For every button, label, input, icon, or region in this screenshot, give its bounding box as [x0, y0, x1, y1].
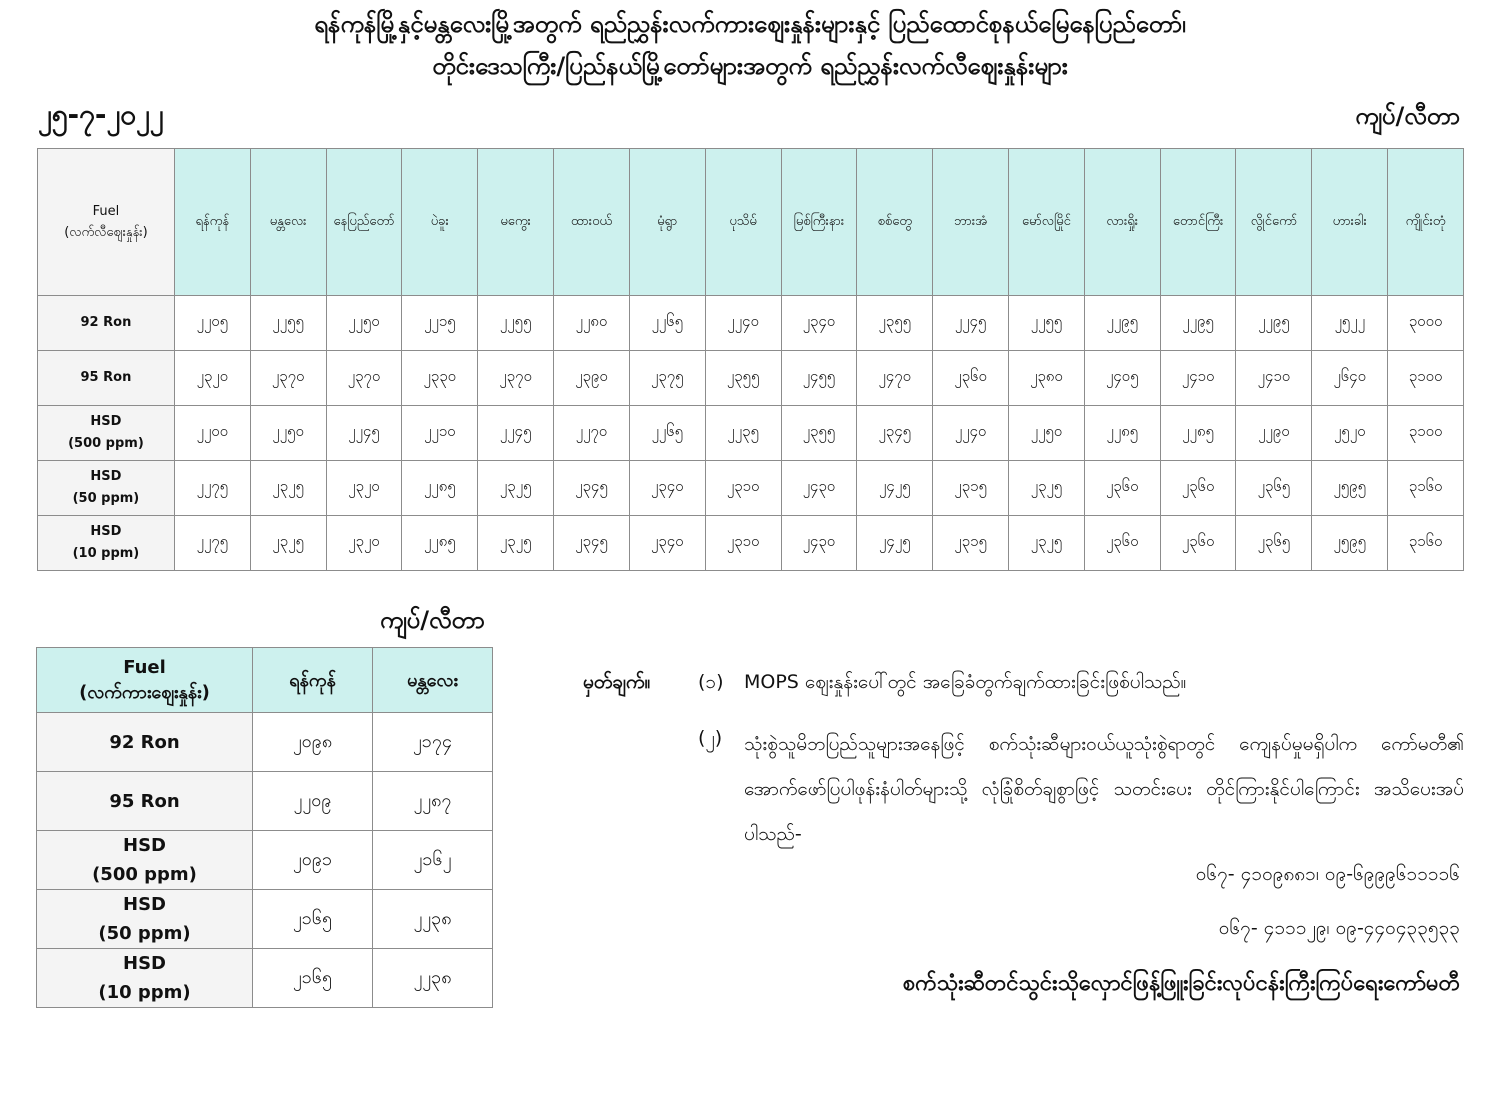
- price-cell: ၂၃၅၅: [857, 296, 933, 351]
- committee-signature: စက်သုံးဆီတင်သွင်းသိုလှောင်ဖြန့်ဖြူးခြင်းလုပ်ငန်းကြီးကြပ်ရေးကော်မတီ: [902, 971, 1460, 996]
- city-header: ထားဝယ်: [554, 149, 630, 296]
- price-cell: ၃၀၀၀: [1388, 296, 1464, 351]
- city-header: မကွေး: [478, 149, 554, 296]
- price-cell: ၂၃၁၀: [705, 461, 781, 516]
- table-header-row: [38, 149, 1464, 296]
- table-row: [37, 713, 493, 772]
- fuel-header-line: (လက်လီဈေးနှုန်း): [64, 225, 148, 240]
- city-header: ရန်ကုန်: [174, 149, 250, 296]
- table-header-row: [37, 648, 493, 713]
- price-cell: ၂၃၂၀: [326, 461, 402, 516]
- fuel-type-line: (500 ppm): [68, 436, 144, 451]
- price-cell: ၂၂၈၇: [373, 772, 493, 831]
- price-cell: ၂၃၆၀: [1084, 516, 1160, 571]
- fuel-type-line: 92 Ron: [80, 315, 132, 330]
- table-row: [37, 831, 493, 890]
- table-row: [38, 516, 1464, 571]
- fuel-type-cell: [37, 831, 253, 890]
- price-cell: ၂၂၉၅: [1160, 296, 1236, 351]
- table-row: [37, 949, 493, 1008]
- price-cell: ၂၂၄၅: [933, 296, 1009, 351]
- fuel-type-line: (10 ppm): [72, 546, 140, 561]
- price-cell: ၂၂၀၉: [253, 772, 373, 831]
- fuel-type-line: HSD: [123, 835, 166, 856]
- fuel-type-line: HSD: [90, 469, 122, 484]
- price-cell: ၂၂၄၀: [933, 406, 1009, 461]
- city-header: ရန်ကုန်: [253, 648, 373, 713]
- price-cell: ၂၂၄၀: [705, 296, 781, 351]
- fuel-header-line: Fuel: [123, 657, 166, 678]
- price-cell: ၂၂၁၀: [402, 406, 478, 461]
- price-cell: ၃၁၆၀: [1388, 461, 1464, 516]
- price-cell: ၂၂၃၈: [373, 890, 493, 949]
- price-cell: ၂၃၆၅: [1236, 516, 1312, 571]
- fuel-type-cell: [38, 406, 175, 461]
- wholesale-price-table: [36, 647, 493, 1008]
- fuel-type-cell: [37, 772, 253, 831]
- price-cell: ၂၃၇၀: [478, 351, 554, 406]
- fuel-type-line: (500 ppm): [92, 864, 197, 885]
- price-cell: ၂၂၄၅: [478, 406, 554, 461]
- price-cell: ၂၂၇၅: [174, 516, 250, 571]
- price-cell: ၂၃၆၀: [1084, 461, 1160, 516]
- price-cell: ၂၂၈၅: [402, 516, 478, 571]
- page-title-line-1: ရန်ကုန်မြို့နှင့်မန္တလေးမြို့အတွက် ရည်ညွှန်းလက်ကားဈေးနှုန်းများနှင့် ပြည်ထောင်စုနယ်မြေနေပြည်တော်၊: [314, 10, 1186, 38]
- table-row: [37, 890, 493, 949]
- fuel-type-line: HSD: [90, 414, 122, 429]
- price-cell: ၂၄၃၀: [781, 516, 857, 571]
- city-header: ဘားအံ: [933, 149, 1009, 296]
- wholesale-unit-label: ကျပ်/လီတာ: [380, 606, 485, 634]
- price-cell: ၂၂၄၅: [326, 406, 402, 461]
- price-cell: ၃၁၀၀: [1388, 406, 1464, 461]
- fuel-type-line: HSD: [123, 953, 166, 974]
- fuel-type-cell: [38, 296, 175, 351]
- fuel-header-line: Fuel: [92, 204, 120, 219]
- price-cell: ၂၃၁၅: [933, 461, 1009, 516]
- price-cell: ၂၁၇၄: [373, 713, 493, 772]
- price-cell: ၂၄၂၅: [857, 516, 933, 571]
- price-cell: ၂၂၃၈: [373, 949, 493, 1008]
- city-header: ပဲခူး: [402, 149, 478, 296]
- price-cell: ၂၃၇၀: [326, 351, 402, 406]
- city-header: ကျိုင်းတုံ: [1388, 149, 1464, 296]
- price-cell: ၂၃၄၀: [781, 296, 857, 351]
- price-cell: ၂၄၀၅: [1084, 351, 1160, 406]
- table-row: [38, 461, 1464, 516]
- note-2-number: (၂): [698, 727, 723, 749]
- price-cell: ၂၃၂၅: [250, 516, 326, 571]
- price-cell: ၂၂၈၅: [1084, 406, 1160, 461]
- price-cell: ၂၃၂၀: [174, 351, 250, 406]
- price-cell: ၂၂၅၀: [250, 406, 326, 461]
- price-cell: ၂၂၅၅: [478, 296, 554, 351]
- page-title-line-2: တိုင်းဒေသကြီး/ပြည်နယ်မြို့တော်များအတွက် ရည်ညွှန်းလက်လီဈေးနှုန်းများ: [432, 52, 1068, 80]
- price-cell: ၂၃၄၅: [554, 516, 630, 571]
- price-cell: ၂၂၀၅: [174, 296, 250, 351]
- price-cell: ၂၁၆၂: [373, 831, 493, 890]
- price-cell: ၂၂၇၀: [554, 406, 630, 461]
- price-cell: ၂၃၈၀: [1008, 351, 1084, 406]
- complaint-phone-numbers: ၀၆၇- ၄၁၁၁၂၉၊ ၀၉-၄၄၀၄၃၃၅၃၃: [1218, 917, 1460, 939]
- price-cell: ၂၂၆၅: [629, 296, 705, 351]
- price-cell: ၂၃၄၀: [629, 461, 705, 516]
- city-header: စစ်တွေ: [857, 149, 933, 296]
- price-cell: ၂၂၅၅: [250, 296, 326, 351]
- price-cell: ၂၁၆၅: [253, 890, 373, 949]
- price-cell: ၂၀၉၁: [253, 831, 373, 890]
- price-cell: ၂၂၅၀: [1008, 406, 1084, 461]
- city-header: လွိုင်ကော်: [1236, 149, 1312, 296]
- price-cell: ၂၂၆၅: [629, 406, 705, 461]
- fuel-header-line: (လက်ကားဈေးနှုန်း): [79, 682, 210, 703]
- price-cell: ၂၃၁၀: [705, 516, 781, 571]
- price-cell: ၂၄၇၀: [857, 351, 933, 406]
- price-cell: ၂၃၂၅: [478, 461, 554, 516]
- price-cell: ၂၃၆၀: [1160, 461, 1236, 516]
- price-cell: ၂၂၁၅: [402, 296, 478, 351]
- fuel-type-line: (10 ppm): [98, 982, 191, 1003]
- price-cell: ၂၄၁၀: [1160, 351, 1236, 406]
- fuel-column-header: [37, 648, 253, 713]
- price-cell: ၂၂၈၅: [402, 461, 478, 516]
- fuel-type-line: (50 ppm): [98, 923, 191, 944]
- price-cell: ၂၅၂၂: [1312, 296, 1388, 351]
- price-cell: ၂၄၁၀: [1236, 351, 1312, 406]
- city-header: မုံရွာ: [629, 149, 705, 296]
- price-cell: ၂၃၂၅: [250, 461, 326, 516]
- price-cell: ၂၃၇၀: [250, 351, 326, 406]
- note-2-text: သုံးစွဲသူမိဘပြည်သူများအနေဖြင့် စက်သုံးဆီများဝယ်ယူသုံးစွဲရာတွင် ကျေနပ်မှုမရှိပါက ကော်မတီ၏ အောက်ဖော်ပြပါဖုန်းနံပါတ်များသို့ လုံခြုံစိတ်ချစွာဖြင့် သတင်းပေး တိုင်ကြားနိုင်ပါကြောင်း အသိပေးအပ်ပါသည်-: [744, 733, 1464, 845]
- table-row: [37, 772, 493, 831]
- city-header: မော်လမြိုင်: [1008, 149, 1084, 296]
- table-row: [38, 296, 1464, 351]
- price-cell: ၂၀၉၈: [253, 713, 373, 772]
- notes-label: မှတ်ချက်။: [583, 671, 651, 693]
- table-row: [38, 351, 1464, 406]
- fuel-type-line: HSD: [123, 894, 166, 915]
- fuel-type-line: (50 ppm): [72, 491, 140, 506]
- price-cell: ၂၄၂၅: [857, 461, 933, 516]
- fuel-type-cell: [37, 949, 253, 1008]
- city-header: ပုသိမ်: [705, 149, 781, 296]
- price-cell: ၂၃၆၀: [1160, 516, 1236, 571]
- fuel-type-line: 95 Ron: [80, 370, 132, 385]
- price-cell: ၂၅၉၅: [1312, 516, 1388, 571]
- price-cell: ၂၂၃၅: [705, 406, 781, 461]
- price-cell: ၃၁၆၀: [1388, 516, 1464, 571]
- price-cell: ၂၃၉၀: [554, 351, 630, 406]
- city-header: မန္တလေး: [250, 149, 326, 296]
- city-header: တောင်ကြီး: [1160, 149, 1236, 296]
- fuel-type-line: HSD: [90, 524, 122, 539]
- price-cell: ၂၃၄၅: [554, 461, 630, 516]
- price-unit-label: ကျပ်/လီတာ: [1355, 102, 1460, 130]
- price-cell: ၂၄၅၅: [781, 351, 857, 406]
- price-cell: ၂၃၄၅: [857, 406, 933, 461]
- city-header: မန္တလေး: [373, 648, 493, 713]
- price-cell: ၂၂၉၅: [1236, 296, 1312, 351]
- price-cell: ၂၃၅၅: [705, 351, 781, 406]
- price-cell: ၂၃၁၅: [933, 516, 1009, 571]
- price-cell: ၂၂၈၅: [1160, 406, 1236, 461]
- fuel-type-line: 95 Ron: [109, 790, 180, 812]
- price-cell: ၂၃၅၅: [781, 406, 857, 461]
- document-date: ၂၅-၇-၂၀၂၂: [38, 98, 164, 131]
- price-cell: ၂၃၆၅: [1236, 461, 1312, 516]
- price-cell: ၂၃၂၅: [1008, 461, 1084, 516]
- city-header: ဟားခါး: [1312, 149, 1388, 296]
- price-cell: ၂၃၄၀: [629, 516, 705, 571]
- complaint-phone-numbers: ၀၆၇- ၄၁၀၉၈၈၁၊ ၀၉-၆၉၉၉၆၁၁၁၁၆: [1195, 863, 1460, 885]
- price-cell: ၂၂၈၀: [554, 296, 630, 351]
- price-cell: ၂၃၂၅: [1008, 516, 1084, 571]
- price-cell: ၂၃၂၅: [478, 516, 554, 571]
- price-cell: ၂၃၇၅: [629, 351, 705, 406]
- fuel-type-line: 92 Ron: [109, 731, 180, 753]
- table-row: [38, 406, 1464, 461]
- price-cell: ၂၂၅၅: [1008, 296, 1084, 351]
- city-header: မြစ်ကြီးနား: [781, 149, 857, 296]
- price-cell: ၂၂၅၀: [326, 296, 402, 351]
- fuel-type-cell: [38, 351, 175, 406]
- price-cell: ၂၂၇၅: [174, 461, 250, 516]
- price-cell: ၂၂၉၅: [1084, 296, 1160, 351]
- fuel-column-header: [38, 149, 175, 296]
- retail-price-table: [37, 148, 1464, 571]
- fuel-type-cell: [37, 713, 253, 772]
- price-cell: ၂၃၂၀: [326, 516, 402, 571]
- price-cell: ၂၂၀၀: [174, 406, 250, 461]
- price-cell: ၂၁၆၅: [253, 949, 373, 1008]
- price-cell: ၂၃၆၀: [933, 351, 1009, 406]
- price-cell: ၂၅၉၅: [1312, 461, 1388, 516]
- note-1-text: MOPS ဈေးနှုန်းပေါ်တွင် အခြေခံတွက်ချက်ထားခြင်းဖြစ်ပါသည်။: [744, 671, 1187, 693]
- price-cell: ၂၂၉၀: [1236, 406, 1312, 461]
- price-cell: ၂၆၄၀: [1312, 351, 1388, 406]
- fuel-type-cell: [38, 516, 175, 571]
- city-header: လားရှိုး: [1084, 149, 1160, 296]
- price-cell: ၂၅၂၀: [1312, 406, 1388, 461]
- note-1-number: (၁): [698, 671, 724, 693]
- price-cell: ၃၁၀၀: [1388, 351, 1464, 406]
- city-header: နေပြည်တော်: [326, 149, 402, 296]
- fuel-type-cell: [38, 461, 175, 516]
- fuel-type-cell: [37, 890, 253, 949]
- price-cell: ၂၃၃၀: [402, 351, 478, 406]
- price-cell: ၂၄၃၀: [781, 461, 857, 516]
